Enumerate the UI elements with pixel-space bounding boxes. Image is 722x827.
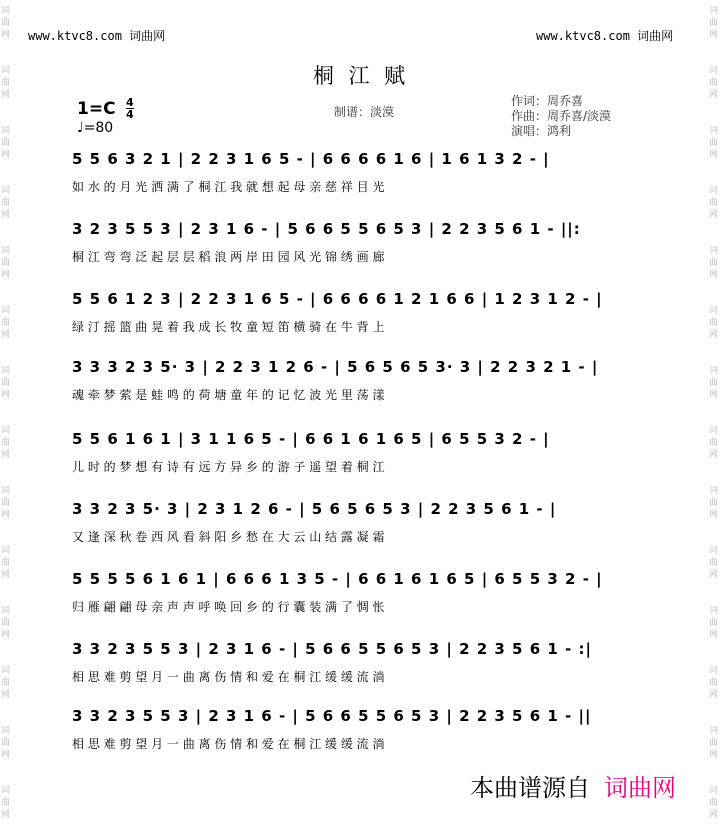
site-name: 词曲网 xyxy=(129,29,166,43)
watermark-glyph: 曲 xyxy=(1,498,11,508)
left-watermark-strip xyxy=(0,0,14,827)
watermark-glyph: 曲 xyxy=(1,198,11,208)
time-signature-top: 4 xyxy=(126,96,134,109)
watermark-glyph: 网 xyxy=(709,210,719,220)
watermark-glyph: 网 xyxy=(1,810,11,820)
notation-line: 3 2 3 5 5 3 | 2 3 1 6 - | 5 6 6 5 5 6 5 3 | 2 2 3 5 6 1 - ||: xyxy=(72,220,581,238)
watermark-glyph: 曲 xyxy=(709,378,719,388)
watermark-glyph: 词 xyxy=(1,546,11,556)
watermark-glyph: 词 xyxy=(709,426,719,436)
watermark-glyph: 网 xyxy=(1,510,11,520)
score-line xyxy=(72,500,662,544)
watermark-glyph: 词 xyxy=(1,606,11,616)
lyric-line: 相 思 难 剪 望 月 一 曲 离 伤 情 和 爱 在 桐 江 缓 缓 流 淌 xyxy=(72,670,385,684)
watermark-glyph: 曲 xyxy=(709,738,719,748)
watermark-glyph: 曲 xyxy=(709,498,719,508)
lyric-line: 如 水 的 月 光 洒 满 了 桐 江 我 就 想 起 母 亲 慈 祥 目 光 xyxy=(72,180,385,194)
watermark-glyph: 网 xyxy=(1,630,11,640)
lyric-line: 桐 江 弯 弯 泛 起 层 层 稻 浪 两 岸 田 园 风 光 锦 绣 画 廊 xyxy=(72,250,385,264)
watermark-glyph: 词 xyxy=(709,726,719,736)
notation-line: 5 5 6 1 2 3 | 2 2 3 1 6 5 - | 6 6 6 6 1 2 1 6 6 | 1 2 3 1 2 - | xyxy=(72,290,603,308)
watermark-glyph: 网 xyxy=(709,750,719,760)
watermark-glyph: 曲 xyxy=(709,618,719,628)
lyricist-credit: 作词：周乔喜 xyxy=(511,94,584,108)
watermark-glyph: 网 xyxy=(709,390,719,400)
notation-line: 3 3 2 3 5 5 3 | 2 3 1 6 - | 5 6 6 5 5 6 5 3 | 2 2 3 5 6 1 - || xyxy=(72,707,592,725)
notation-line: 5 5 6 1 6 1 | 3 1 1 6 5 - | 6 6 1 6 1 6 5 | 6 5 5 3 2 - | xyxy=(72,430,550,448)
score-line xyxy=(72,358,662,402)
score-line xyxy=(72,640,662,684)
watermark-glyph: 曲 xyxy=(709,138,719,148)
score-line xyxy=(72,290,662,334)
watermark-glyph: 词 xyxy=(1,246,11,256)
watermark-glyph: 曲 xyxy=(709,798,719,808)
watermark-glyph: 曲 xyxy=(709,198,719,208)
right-watermark-strip xyxy=(708,0,722,827)
lyric-line: 相 思 难 剪 望 月 一 曲 离 伤 情 和 爱 在 桐 江 缓 缓 流 淌 xyxy=(72,737,385,751)
notation-line: 5 5 5 5 6 1 6 1 | 6 6 6 1 3 5 - | 6 6 1 6 1 6 5 | 6 5 5 3 2 - | xyxy=(72,570,603,588)
watermark-glyph: 网 xyxy=(1,90,11,100)
source-brand[interactable]: 词曲网 xyxy=(604,774,676,802)
lyric-line: 魂 牵 梦 萦 是 蛙 鸣 的 荷 塘 童 年 的 记 忆 波 光 里 荡 漾 xyxy=(72,388,385,402)
watermark-glyph: 网 xyxy=(1,750,11,760)
watermark-glyph: 词 xyxy=(709,606,719,616)
watermark-glyph: 曲 xyxy=(709,318,719,328)
watermark-glyph: 词 xyxy=(1,126,11,136)
score-line xyxy=(72,430,662,474)
watermark-glyph: 词 xyxy=(1,786,11,796)
time-signature-bottom: 4 xyxy=(126,108,134,121)
watermark-glyph: 网 xyxy=(1,270,11,280)
watermark-glyph: 曲 xyxy=(1,18,11,28)
watermark-glyph: 词 xyxy=(709,666,719,676)
watermark-glyph: 网 xyxy=(1,570,11,580)
watermark-glyph: 网 xyxy=(709,630,719,640)
notation-line: 3 3 3 2 3 5· 3 | 2 2 3 1 2 6 - | 5 6 5 6 5 3· 3 | 2 2 3 2 1 - | xyxy=(72,358,599,376)
site-url-left[interactable] xyxy=(28,27,165,44)
watermark-glyph: 词 xyxy=(1,426,11,436)
watermark-glyph: 网 xyxy=(1,150,11,160)
site-name: 词曲网 xyxy=(637,29,674,43)
watermark-glyph: 网 xyxy=(1,210,11,220)
watermark-glyph: 曲 xyxy=(1,678,11,688)
lyric-line: 儿 时 的 梦 想 有 诗 有 远 方 异 乡 的 游 子 遥 望 着 桐 江 xyxy=(72,460,385,474)
watermark-glyph: 曲 xyxy=(1,378,11,388)
watermark-glyph: 网 xyxy=(709,90,719,100)
watermark-glyph: 网 xyxy=(709,570,719,580)
notation-line: 3 3 2 3 5 5 3 | 2 3 1 6 - | 5 6 6 5 5 6 5 3 | 2 2 3 5 6 1 - :| xyxy=(72,640,592,658)
time-signature xyxy=(126,97,134,120)
score-line xyxy=(72,707,662,751)
watermark-glyph: 词 xyxy=(709,546,719,556)
watermark-glyph: 网 xyxy=(709,510,719,520)
watermark-glyph: 网 xyxy=(1,450,11,460)
watermark-glyph: 曲 xyxy=(709,558,719,568)
watermark-glyph: 曲 xyxy=(709,78,719,88)
watermark-glyph: 网 xyxy=(709,30,719,40)
watermark-glyph: 曲 xyxy=(1,258,11,268)
singer-credit: 演唱：鸿利 xyxy=(511,124,572,138)
composer-credit: 作曲：周乔喜/淡漠 xyxy=(511,109,612,123)
watermark-glyph: 网 xyxy=(709,150,719,160)
watermark-glyph: 词 xyxy=(709,126,719,136)
watermark-glyph: 词 xyxy=(1,6,11,16)
watermark-glyph: 词 xyxy=(709,246,719,256)
watermark-glyph: 词 xyxy=(709,786,719,796)
watermark-glyph: 词 xyxy=(1,666,11,676)
watermark-glyph: 曲 xyxy=(1,558,11,568)
watermark-glyph: 曲 xyxy=(709,678,719,688)
watermark-glyph: 词 xyxy=(709,486,719,496)
watermark-glyph: 词 xyxy=(1,186,11,196)
notation-line: 3 3 2 3 5· 3 | 2 3 1 2 6 - | 5 6 5 6 5 3 | 2 2 3 5 6 1 - | xyxy=(72,500,557,518)
watermark-glyph: 网 xyxy=(709,330,719,340)
source-text: 本曲谱源自 xyxy=(470,774,590,802)
watermark-glyph: 网 xyxy=(1,30,11,40)
arranger-credit: 制谱：淡漠 xyxy=(334,105,395,119)
site-url-text: www.ktvc8.com xyxy=(28,29,122,43)
site-url-text: www.ktvc8.com xyxy=(536,29,630,43)
watermark-glyph: 曲 xyxy=(1,318,11,328)
watermark-glyph: 曲 xyxy=(1,78,11,88)
watermark-glyph: 词 xyxy=(709,186,719,196)
song-title: 桐 江 赋 xyxy=(312,64,410,88)
lyric-line: 绿 汀 摇 篮 曲 晃 着 我 成 长 牧 童 短 笛 横 骑 在 牛 背 上 xyxy=(72,320,385,334)
lyric-line: 归 雁 翩 翩 母 亲 声 声 呼 唤 回 乡 的 行 囊 装 满 了 惆 怅 xyxy=(72,600,385,614)
watermark-glyph: 曲 xyxy=(1,798,11,808)
lyric-line: 又 逢 深 秋 卷 西 风 看 斜 阳 乡 愁 在 大 云 山 结 露 凝 霜 xyxy=(72,530,385,544)
watermark-glyph: 词 xyxy=(1,66,11,76)
watermark-glyph: 曲 xyxy=(1,138,11,148)
watermark-glyph: 网 xyxy=(1,690,11,700)
watermark-glyph: 词 xyxy=(709,306,719,316)
watermark-glyph: 网 xyxy=(709,270,719,280)
watermark-glyph: 词 xyxy=(709,366,719,376)
watermark-glyph: 网 xyxy=(709,450,719,460)
watermark-glyph: 网 xyxy=(709,690,719,700)
tempo-marking: ♩=80 xyxy=(77,120,114,136)
watermark-glyph: 曲 xyxy=(1,618,11,628)
watermark-glyph: 词 xyxy=(1,366,11,376)
watermark-glyph: 曲 xyxy=(709,438,719,448)
score-line xyxy=(72,150,662,194)
site-url-right[interactable] xyxy=(536,27,673,44)
key-signature: 1=C xyxy=(77,99,116,119)
watermark-glyph: 网 xyxy=(1,330,11,340)
source-footer xyxy=(470,768,676,803)
watermark-glyph: 曲 xyxy=(1,438,11,448)
score-line xyxy=(72,570,662,614)
watermark-glyph: 网 xyxy=(1,390,11,400)
watermark-glyph: 网 xyxy=(709,810,719,820)
watermark-glyph: 曲 xyxy=(709,18,719,28)
watermark-glyph: 词 xyxy=(709,66,719,76)
watermark-glyph: 词 xyxy=(1,486,11,496)
watermark-glyph: 曲 xyxy=(1,738,11,748)
watermark-glyph: 曲 xyxy=(709,258,719,268)
watermark-glyph: 词 xyxy=(1,306,11,316)
watermark-glyph: 词 xyxy=(709,6,719,16)
notation-line: 5 5 6 3 2 1 | 2 2 3 1 6 5 - | 6 6 6 6 1 6 | 1 6 1 3 2 - | xyxy=(72,150,550,168)
score-line xyxy=(72,220,662,264)
watermark-glyph: 词 xyxy=(1,726,11,736)
